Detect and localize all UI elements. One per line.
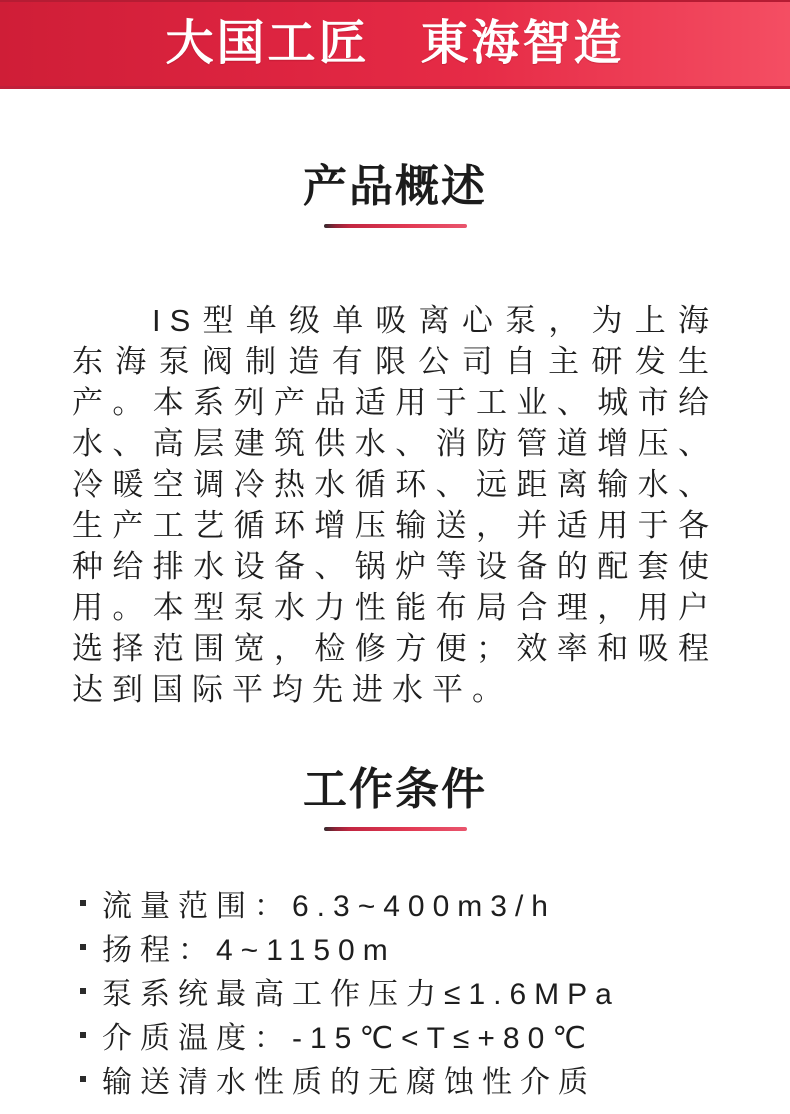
bullet-dot-icon (80, 944, 86, 950)
list-item (80, 969, 750, 1013)
bullet-dot-icon (80, 988, 86, 994)
conditions-heading-underline (324, 827, 467, 831)
banner-title: 大国工匠 東海智造 (165, 17, 625, 70)
list-item (80, 925, 750, 969)
bullet-dot-icon (80, 1032, 86, 1038)
condition-flow-range: 流量范围：6.3~400m3/h (102, 890, 556, 923)
condition-head-range: 扬程：4~1150m (102, 934, 396, 967)
top-banner (0, 0, 790, 89)
section-working-conditions (0, 766, 790, 1101)
list-item (80, 881, 750, 925)
section-product-overview (0, 163, 790, 710)
page-content (0, 163, 790, 1101)
condition-medium-temperature: 介质温度：-15℃<T≤+80℃ (102, 1022, 594, 1055)
bullet-dot-icon (80, 900, 86, 906)
overview-paragraph: IS型单级单吸离心泵，为上海东海泵阀制造有限公司自主研发生产。本系列产品适用于工业、城市给水、高层建筑供水、消防管道增压、冷暖空调冷热水循环、远距离输水、生产工艺循环增压输送，并适用于各种给排水设备、锅炉等设备的配套使用。本型泵水力性能布局合理，用户选择范围宽，检修方便；效率和吸程达到国际平均先进水平。 (72, 303, 718, 707)
overview-heading: 产品概述 (303, 162, 487, 211)
condition-medium-type: 输送清水性质的无腐蚀性介质 (102, 1066, 596, 1099)
overview-heading-underline (324, 224, 467, 228)
list-item (80, 1057, 750, 1101)
list-item (80, 1013, 750, 1057)
conditions-heading: 工作条件 (303, 765, 487, 814)
condition-max-pressure: 泵系统最高工作压力≤1.6MPa (102, 978, 620, 1011)
conditions-list (80, 881, 750, 1101)
bullet-dot-icon (80, 1076, 86, 1082)
